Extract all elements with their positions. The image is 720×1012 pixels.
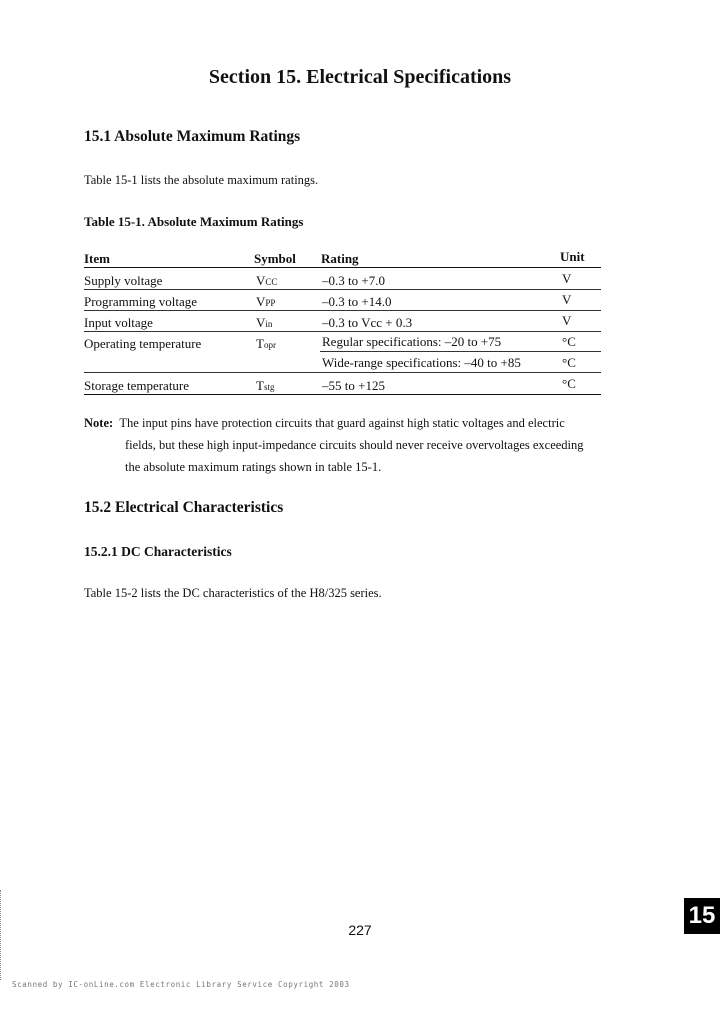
row6-item: Storage temperature: [84, 378, 190, 393]
page-number: 227: [348, 922, 372, 938]
section-title: Section 15. Electrical Specifications: [208, 66, 512, 88]
row3-item: Input voltage: [84, 315, 153, 330]
note-block: [84, 412, 664, 478]
heading-15-1: 15.1 Absolute Maximum Ratings: [84, 128, 301, 145]
row2-item: Programming voltage: [84, 294, 198, 309]
row-rule: [84, 289, 601, 290]
heading-15-2-1: 15.2.1 DC Characteristics: [84, 544, 232, 559]
note-line-1: The input pins have protection circuits that guard against high static voltages and electric: [119, 416, 565, 430]
row-rule: [84, 372, 601, 373]
row-rule: [84, 310, 601, 311]
row2-rating: –0.3 to +14.0: [322, 294, 392, 309]
heading-15-2: 15.2 Electrical Characteristics: [84, 499, 284, 516]
col-header-symbol: Symbol: [254, 251, 296, 266]
table-bottom-rule: [84, 394, 601, 395]
note-line-2: fields, but these high input-impedance circuits should never receive overvoltages exceeding: [125, 438, 584, 452]
table-header-rule: [84, 267, 601, 268]
row3-symbol: Vin: [256, 315, 273, 330]
row4-symbol: Topr: [256, 336, 276, 351]
note-line-3: the absolute maximum ratings shown in table 15-1.: [125, 460, 382, 474]
scan-footer: Scanned by IC-onLine.com Electronic Library Service Copyright 2003: [12, 980, 350, 989]
chapter-tab: 15: [684, 898, 720, 934]
row2-unit: V: [562, 292, 572, 307]
row6-unit: °C: [562, 376, 576, 391]
row-rule: [84, 331, 601, 332]
row1-unit: V: [562, 271, 572, 286]
col-header-rating: Rating: [321, 251, 359, 266]
scan-edge-marks: [0, 890, 4, 980]
row4-rating: Regular specifications: –20 to +75: [322, 334, 502, 349]
row4-unit: °C: [562, 334, 576, 349]
row-rule-partial: [320, 351, 601, 352]
intro-15-1: Table 15-1 lists the absolute maximum ratings.: [84, 173, 319, 187]
col-header-unit: Unit: [560, 249, 585, 264]
row6-symbol: Tstg: [256, 378, 275, 393]
row1-item: Supply voltage: [84, 273, 163, 288]
row1-symbol: VCC: [256, 273, 278, 288]
table-caption: Table 15-1. Absolute Maximum Ratings: [84, 214, 304, 229]
row6-rating: –55 to +125: [322, 378, 385, 393]
row3-rating: –0.3 to Vcc + 0.3: [322, 315, 413, 330]
row2-symbol: VPP: [256, 294, 276, 309]
intro-15-2-1: Table 15-2 lists the DC characteristics of the H8/325 series.: [84, 586, 382, 600]
col-header-item: Item: [84, 251, 110, 266]
row4-item: Operating temperature: [84, 336, 202, 351]
row5-rating: Wide-range specifications: –40 to +85: [322, 355, 521, 370]
row1-rating: –0.3 to +7.0: [322, 273, 385, 288]
row5-unit: °C: [562, 355, 576, 370]
note-label: Note:: [84, 416, 114, 430]
row3-unit: V: [562, 313, 572, 328]
